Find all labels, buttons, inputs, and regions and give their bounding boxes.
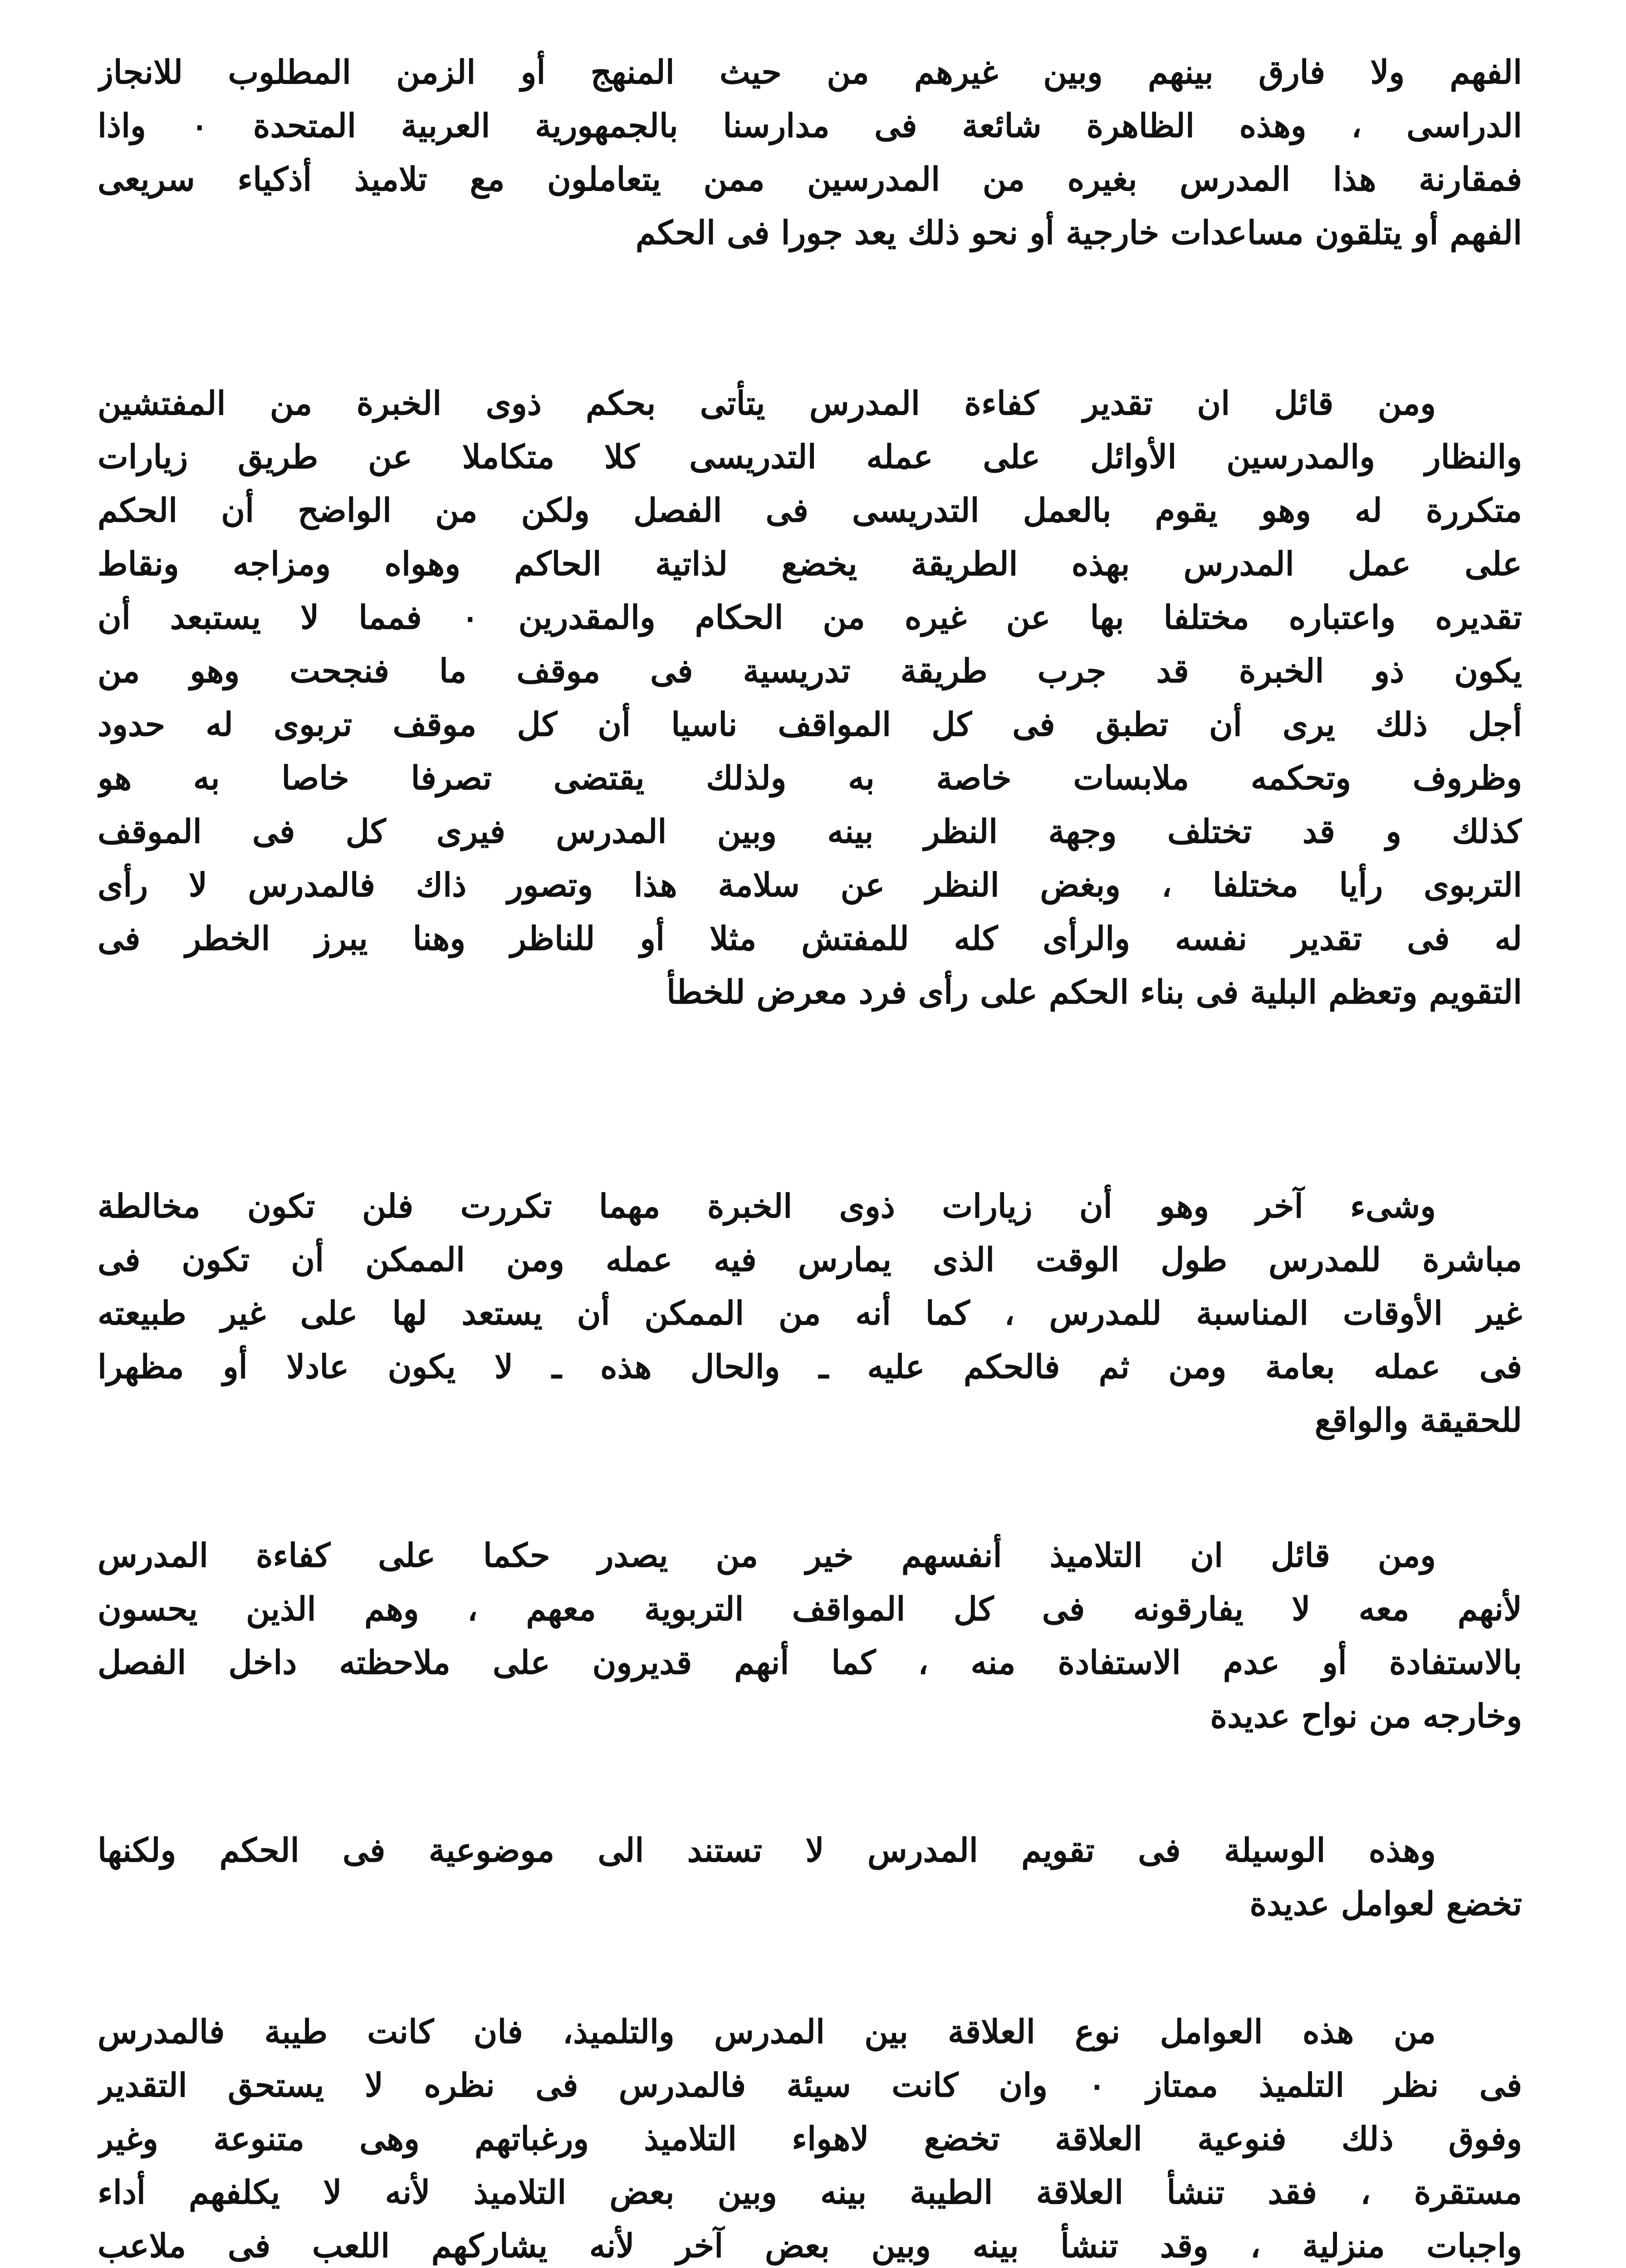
text-line: متكررة له وهو يقوم بالعمل التدريسى فى الفصل ولكن من الواضح أن الحكم <box>98 491 1522 529</box>
text-line: ومن قائل ان التلاميذ أنفسهم خير من يصدر حكما على كفاءة المدرس <box>98 1536 1436 1574</box>
text-line: التربوى رأيا مختلفا ، وبغض النظر عن سلامة هذا وتصور ذاك فالمدرس لا رأى <box>98 865 1522 904</box>
paragraph-5 <box>98 1823 1522 1931</box>
text-line: مباشرة للمدرس طول الوقت الذى يمارس فيه عمله ومن الممكن أن تكون فى <box>98 1240 1522 1279</box>
text-line: له فى تقدير نفسه والرأى كله للمفتش مثلا أو للناظر وهنا يبرز الخطر فى <box>98 919 1522 958</box>
text-line: بالاستفادة أو عدم الاستفادة منه ، كما أنهم قديرون على ملاحظته داخل الفصل <box>98 1643 1522 1681</box>
text-line: وظروف وتحكمه ملابسات خاصة به ولذلك يقتضى تصرفا خاصا به هو <box>98 758 1522 797</box>
text-line: كذلك و قد تختلف وجهة النظر بينه وبين المدرس فيرى كل فى الموقف <box>98 812 1522 850</box>
text-line: وشىء آخر وهو أن زيارات ذوى الخبرة مهما تكررت فلن تكون مخالطة <box>98 1187 1436 1225</box>
text-line: واجبات منزلية ، وقد تنشأ بينه وبين بعض آخر لأنه يشاركهم اللعب فى ملاعب <box>98 2226 1522 2265</box>
paragraph-3 <box>98 1179 1522 1447</box>
text-line: غير الأوقات المناسبة للمدرس ، كما أنه من الممكن أن يستعد لها على غير طبيعته <box>98 1294 1522 1332</box>
text-line: على عمل المدرس بهذه الطريقة يخضع لذاتية الحاكم وهواه ومزاجه ونقاط <box>98 544 1522 583</box>
text-line: أجل ذلك يرى أن تطبق فى كل المواقف ناسيا أن كل موقف تربوى له حدود <box>98 705 1522 743</box>
text-line: ومن قائل ان تقدير كفاءة المدرس يتأتى بحكم ذوى الخبرة من المفتشين <box>98 384 1436 422</box>
text-line: للحقيقة والواقع <box>1314 1401 1522 1439</box>
text-line: تخضع لعوامل عديدة <box>1249 1884 1522 1923</box>
text-line: مستقرة ، فقد تنشأ العلاقة الطيبة بينه وبين بعض التلاميذ لأنه لا يكلفهم أداء <box>98 2173 1522 2211</box>
text-line: من هذه العوامل نوع العلاقة بين المدرس والتلميذ، فان كانت طيبة فالمدرس <box>98 2012 1436 2051</box>
text-line: لأنهم معه لا يفارقونه فى كل المواقف التربوية معهم ، وهم الذين يحسون <box>98 1589 1522 1628</box>
text-line: فمقارنة هذا المدرس بغيره من المدرسين ممن يتعاملون مع تلاميذ أذكياء سريعى <box>98 160 1522 198</box>
text-line: تقديره واعتباره مختلفا بها عن غيره من الحكام والمقدرين ٠ فمما لا يستبعد أن <box>98 598 1522 636</box>
paragraph-1 <box>98 45 1522 259</box>
text-line: الدراسى ، وهذه الظاهرة شائعة فى مدارسنا بالجمهورية العربية المتحدة ٠ واذا <box>98 106 1522 145</box>
text-line: الفهم ولا فارق بينهم وبين غيرهم من حيث المنهج أو الزمن المطلوب للانجاز <box>98 53 1522 91</box>
paragraph-2 <box>98 376 1522 1019</box>
text-line: يكون ذو الخبرة قد جرب طريقة تدريسية فى موقف ما فنجحت وهو من <box>98 651 1522 690</box>
text-line: فى نظر التلميذ ممتاز ٠ وان كانت سيئة فالمدرس فى نظره لا يستحق التقدير <box>98 2066 1522 2104</box>
text-line: وفوق ذلك فنوعية العلاقة تخضع لاهواء التلاميذ ورغباتهم وهى متنوعة وغير <box>98 2119 1522 2158</box>
text-line: التقويم وتعظم البلية فى بناء الحكم على رأى فرد معرض للخطأ <box>666 973 1522 1011</box>
text-line: الفهم أو يتلقون مساعدات خارجية أو نحو ذلك يعد جورا فى الحكم <box>635 213 1522 252</box>
paragraph-4 <box>98 1529 1522 1743</box>
text-line: فى عمله بعامة ومن ثم فالحكم عليه ـ والحال هذه ـ لا يكون عادلا أو مظهرا <box>98 1347 1522 1386</box>
text-line: والنظار والمدرسين الأوائل على عمله التدريسى كلا متكاملا عن طريق زيارات <box>98 437 1522 476</box>
text-line: وهذه الوسيلة فى تقويم المدرس لا تستند الى موضوعية فى الحكم ولكنها <box>98 1831 1436 1869</box>
paragraph-6 <box>98 2005 1522 2268</box>
text-line: وخارجه من نواح عديدة <box>1210 1696 1522 1735</box>
